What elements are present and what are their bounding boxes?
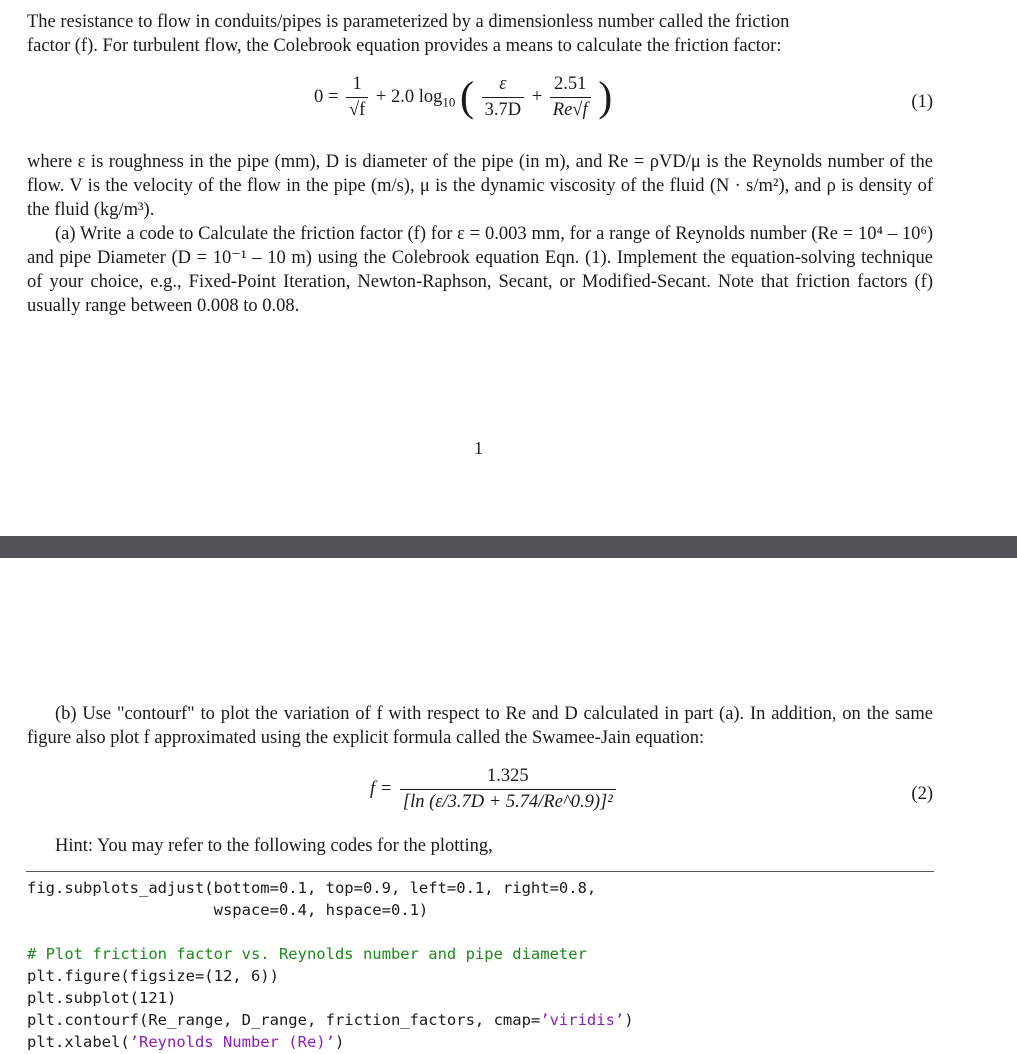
eq1-den37: 3.7D <box>482 97 525 121</box>
eq2-lhs: f = <box>370 778 393 799</box>
code-line-7-end: ) <box>334 1033 345 1051</box>
eq1-term1-den: √f <box>346 97 368 121</box>
code-line-6-end: ) <box>624 1011 634 1029</box>
eq1-num251: 2.51 <box>554 74 587 94</box>
hint-text: Hint: You may refer to the following codes for the plotting, <box>55 836 493 856</box>
eq1-number: (1) <box>911 92 933 112</box>
colebrook-equation: 0 = $\frac{1}{√f}$ + 2.0 $\log_{10}$ ( $\frac{\varepsilon}{3.7D}$ + $\frac{2.51}{Re√f}$ ) <box>314 74 613 121</box>
eq1-eps: ε <box>499 74 507 94</box>
code-line-5: plt.subplot(121) <box>27 989 177 1007</box>
swamee-jain-equation <box>370 766 619 813</box>
code-line-7: plt.xlabel( <box>27 1033 130 1051</box>
code-line-1: fig.subplots_adjust(bottom=0.1, top=0.9, left=0.1, right=0.8, <box>27 879 597 897</box>
intro-line-2: factor (f). For turbulent flow, the Colebrook equation provides a means to calculate the friction factor: <box>27 36 782 56</box>
code-string-xlabel: ’Reynolds Number (Re)’ <box>129 1033 335 1051</box>
part-a-paragraph: (a) Write a code to Calculate the friction factor (f) for ε = 0.003 mm, for a range of Reynolds number (Re = 10⁴ – 10⁶) and pipe Diameter (D = 10⁻¹ – 10 m) using the Colebrook equation Eqn. (1). Implement the equation-solving technique of your choice, e.g., Fixed-Point Iteration, Newton-Raphson, Secant, or Modified-Secant. Note that friction factors (f) usually range between 0.008 to 0.08. <box>27 224 933 316</box>
code-comment: # Plot friction factor vs. Reynolds number and pipe diameter <box>27 945 587 963</box>
code-line-6: plt.contourf(Re_range, D_range, friction_factors, cmap= <box>27 1011 541 1029</box>
eq1-log-base: 10 <box>442 94 456 110</box>
code-string-viridis: ’viridis’ <box>540 1011 625 1029</box>
where-paragraph: where ε is roughness in the pipe (mm), D is diameter of the pipe (in m), and Re = ρVD/μ is the Reynolds number of the flow. V is the velocity of the flow in the pipe (m/s), μ is the dynamic viscosity of the fluid (N · s/m²), and ρ is density of the fluid (kg/m³). <box>27 152 933 220</box>
code-line-2: wspace=0.4, hspace=0.1) <box>27 901 429 919</box>
eq2-number: (2) <box>911 784 933 804</box>
eq1-lhs: 0 = <box>314 86 339 107</box>
code-line-4: plt.figure(figsize=(12, 6)) <box>27 967 279 985</box>
eq1-plus: + <box>531 86 543 107</box>
eq2-den: [ln (ε/3.7D + 5.74/Re^0.9)]² <box>400 789 616 813</box>
eq1-coef: + 2.0 log <box>375 86 443 107</box>
part-b-paragraph: (b) Use "contourf" to plot the variation of f with respect to Re and D calculated in part (a). In addition, on the same figure also plot f approximated using the explicit formula called the Swamee-Jain equation: <box>27 704 933 748</box>
page-number: 1 <box>474 438 483 458</box>
intro-line-1: The resistance to flow in conduits/pipes is parameterized by a dimensionless number called the friction <box>27 12 790 32</box>
page-separator <box>0 536 1017 558</box>
eq1-term1-num: 1 <box>352 74 362 94</box>
eq1-den-re: Re√f <box>550 97 591 121</box>
code-block-2 <box>27 943 634 1053</box>
code-block-1 <box>27 877 596 921</box>
eq2-num: 1.325 <box>487 766 529 786</box>
divider <box>26 871 934 872</box>
